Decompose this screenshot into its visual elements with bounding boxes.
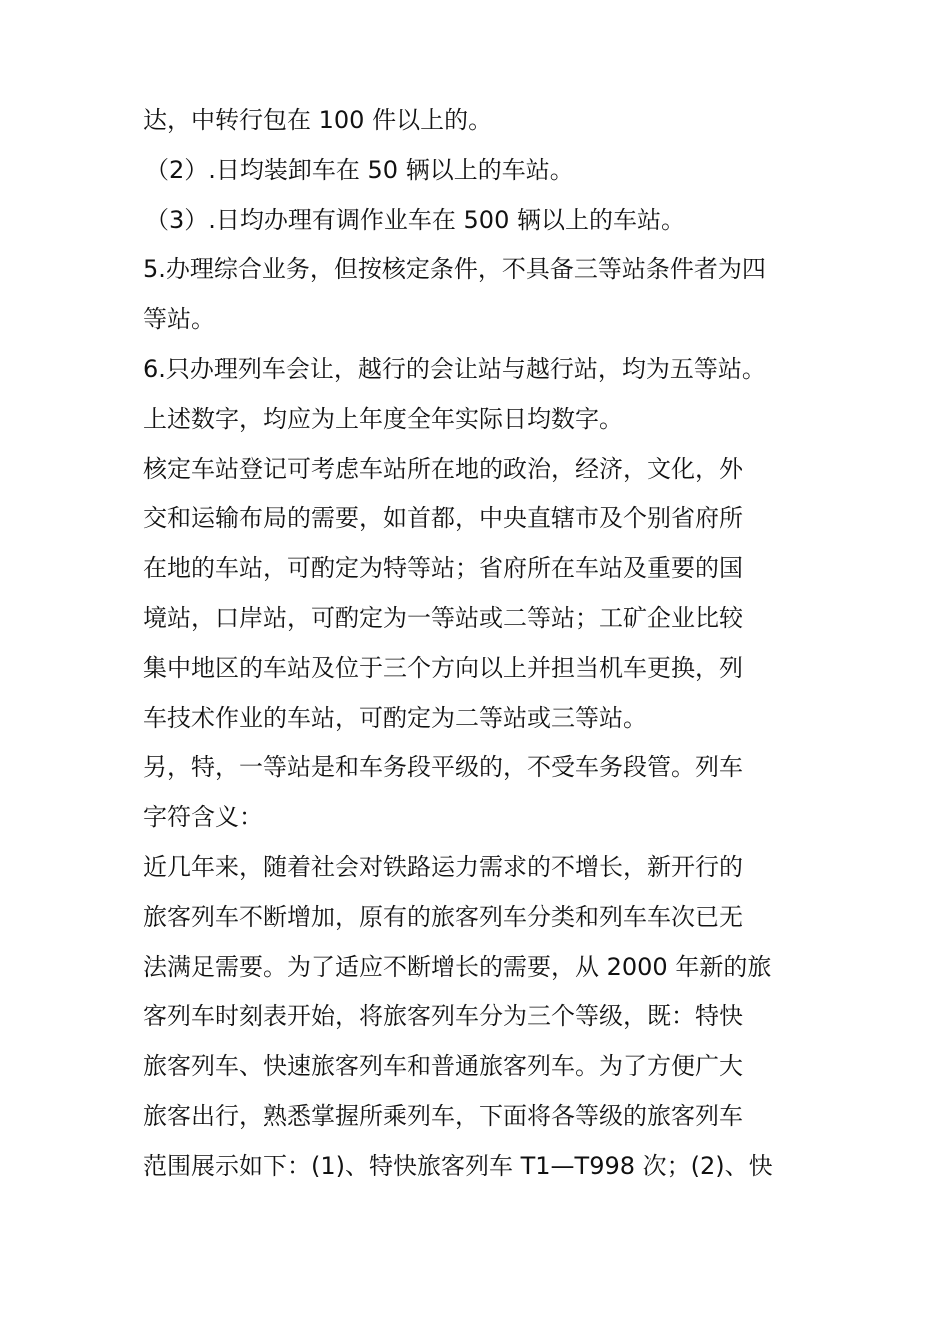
text-line-21: 旅客出行，熟悉掌握所乘列车，下面将各等级的旅客列车 [143, 1101, 743, 1130]
text-line-6: 6.只办理列车会让，越行的会让站与越行站，均为五等站。 [143, 354, 766, 383]
text-line-19: 客列车时刻表开始，将旅客列车分为三个等级，既：特快 [143, 1002, 743, 1031]
text-line-2: （2）.日均装卸车在 50 辆以上的车站。 [145, 155, 574, 184]
text-line-13: 车技术作业的车站，可酌定为二等站或三等站。 [143, 703, 647, 732]
text-line-1: 达，中转行包在 100 件以上的。 [143, 106, 493, 134]
text-line-11: 境站，口岸站，可酌定为一等站或二等站；工矿企业比较 [143, 603, 743, 632]
text-line-4: 5.办理综合业务，但按核定条件，不具备三等站条件者为四 [143, 255, 766, 284]
text-line-20: 旅客列车、快速旅客列车和普通旅客列车。为了方便广大 [143, 1052, 743, 1081]
text-line-7: 上述数字，均应为上年度全年实际日均数字。 [143, 404, 623, 433]
text-line-9: 交和运输布局的需要，如首都，中央直辖市及个别省府所 [143, 504, 743, 533]
text-line-8: 核定车站登记可考虑车站所在地的政治，经济，文化，外 [143, 454, 743, 483]
text-line-18: 法满足需要。为了适应不断增长的需要，从 2000 年新的旅 [143, 952, 772, 981]
text-line-16: 近几年来，随着社会对铁路运力需求的不增长，新开行的 [143, 852, 743, 881]
text-line-17: 旅客列车不断增加，原有的旅客列车分类和列车车次已无 [143, 902, 743, 931]
text-line-12: 集中地区的车站及位于三个方向以上并担当机车更换，列 [143, 653, 743, 682]
text-line-15: 字符含义： [143, 803, 263, 832]
body-text [143, 96, 823, 1192]
text-line-3: （3）.日均办理有调作业车在 500 辆以上的车站。 [145, 205, 685, 234]
text-line-5: 等站。 [143, 305, 215, 334]
text-line-22: 范围展示如下：(1)、特快旅客列车 T1—T998 次；(2)、快 [143, 1151, 773, 1180]
text-line-10: 在地的车站，可酌定为特等站；省府所在车站及重要的国 [143, 554, 743, 583]
text-line-14: 另，特，一等站是和车务段平级的，不受车务段管。列车 [143, 753, 743, 782]
